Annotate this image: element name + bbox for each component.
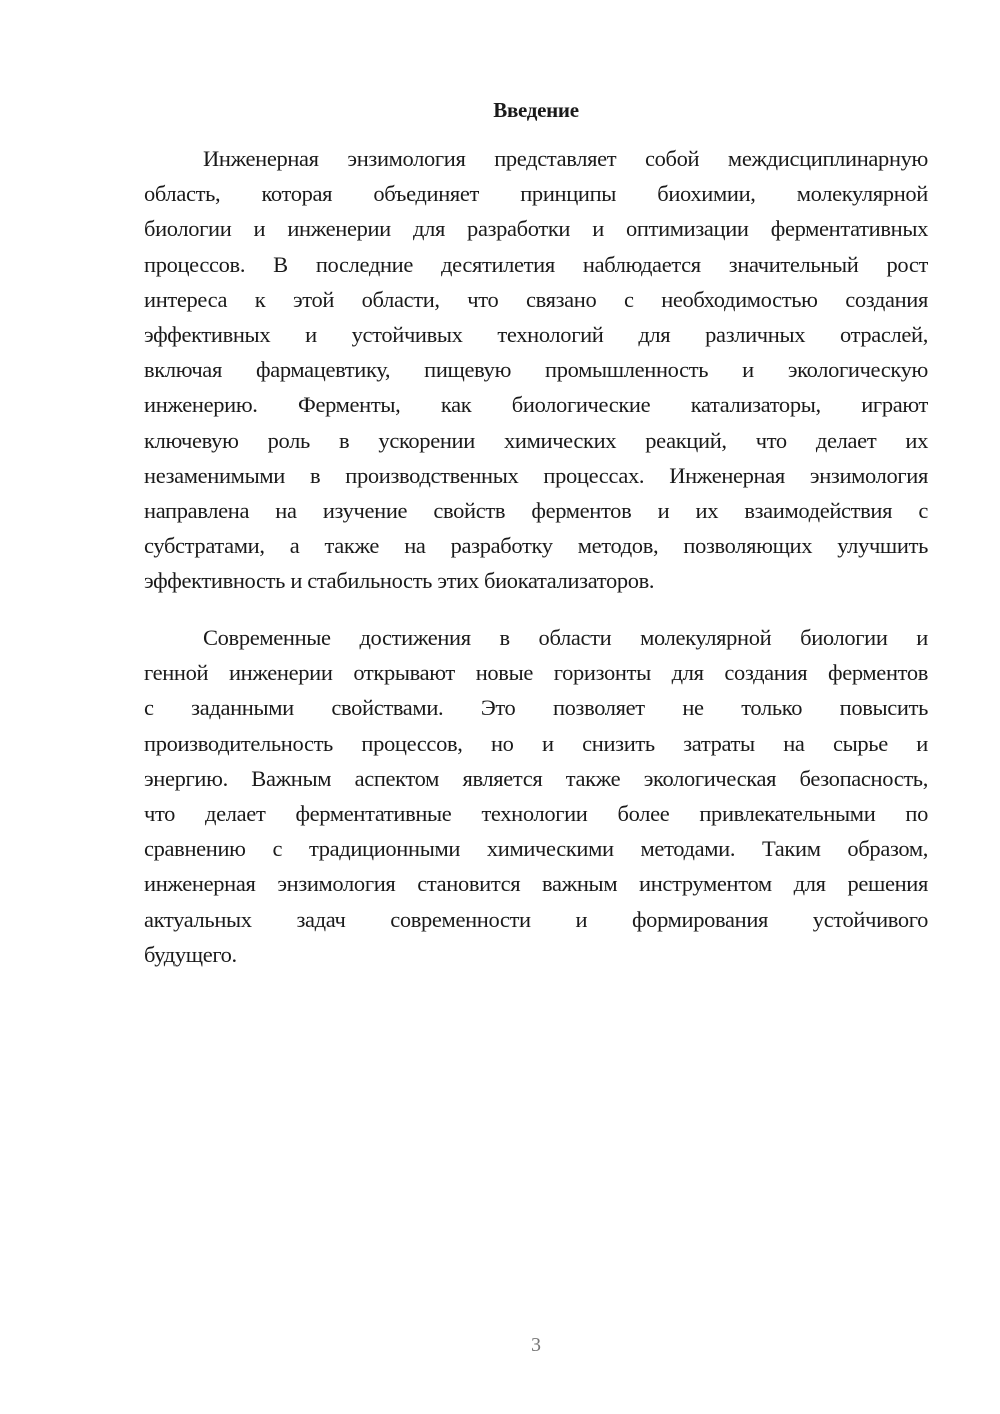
text-line: актуальных задач современности и формирования устойчивого xyxy=(144,906,928,932)
page-number: 3 xyxy=(531,1334,541,1356)
text-line: область, которая объединяет принципы биохимии, молекулярной xyxy=(144,181,928,207)
text-line: процессов. В последние десятилетия наблюдается значительный рост xyxy=(144,251,928,277)
paragraph-2 xyxy=(144,620,928,972)
text-line: производительность процессов, но и снизить затраты на сырье и xyxy=(144,730,928,756)
section-title: Введение xyxy=(493,98,579,122)
text-line: незаменимыми в производственных процессах. Инженерная энзимология xyxy=(144,462,928,488)
text-line: будущего. xyxy=(144,941,237,967)
text-line: эффективность и стабильность этих биокатализаторов. xyxy=(144,568,655,594)
text-line: с заданными свойствами. Это позволяет не только повысить xyxy=(144,695,928,721)
text-line: эффективных и устойчивых технологий для различных отраслей, xyxy=(144,321,928,347)
text-line: энергию. Важным аспектом является также экологическая безопасность, xyxy=(144,765,928,791)
text-line: инженерию. Ферменты, как биологические катализаторы, играют xyxy=(144,392,928,418)
text-line: включая фармацевтику, пищевую промышленность и экологическую xyxy=(144,357,928,383)
text-line: биологии и инженерии для разработки и оптимизации ферментативных xyxy=(144,216,928,242)
text-line: инженерная энзимология становится важным инструментом для решения xyxy=(144,871,928,897)
text-line: ключевую роль в ускорении химических реакций, что делает их xyxy=(144,427,928,453)
text-line: направлена на изучение свойств ферментов и их взаимодействия с xyxy=(144,497,928,523)
text-line: сравнению с традиционными химическими методами. Таким образом, xyxy=(144,836,928,862)
paragraph-1 xyxy=(144,141,928,598)
text-line: субстратами, а также на разработку методов, позволяющих улучшить xyxy=(144,533,928,559)
text-line: генной инженерии открывают новые горизонты для создания ферментов xyxy=(144,660,928,686)
text-line: интереса к этой области, что связано с необходимостью создания xyxy=(144,286,928,312)
text-line: Инженерная энзимология представляет собой междисциплинарную xyxy=(203,146,928,171)
text-line: что делает ферментативные технологии более привлекательными по xyxy=(144,800,928,826)
text-line: Современные достижения в области молекулярной биологии и xyxy=(203,625,928,650)
